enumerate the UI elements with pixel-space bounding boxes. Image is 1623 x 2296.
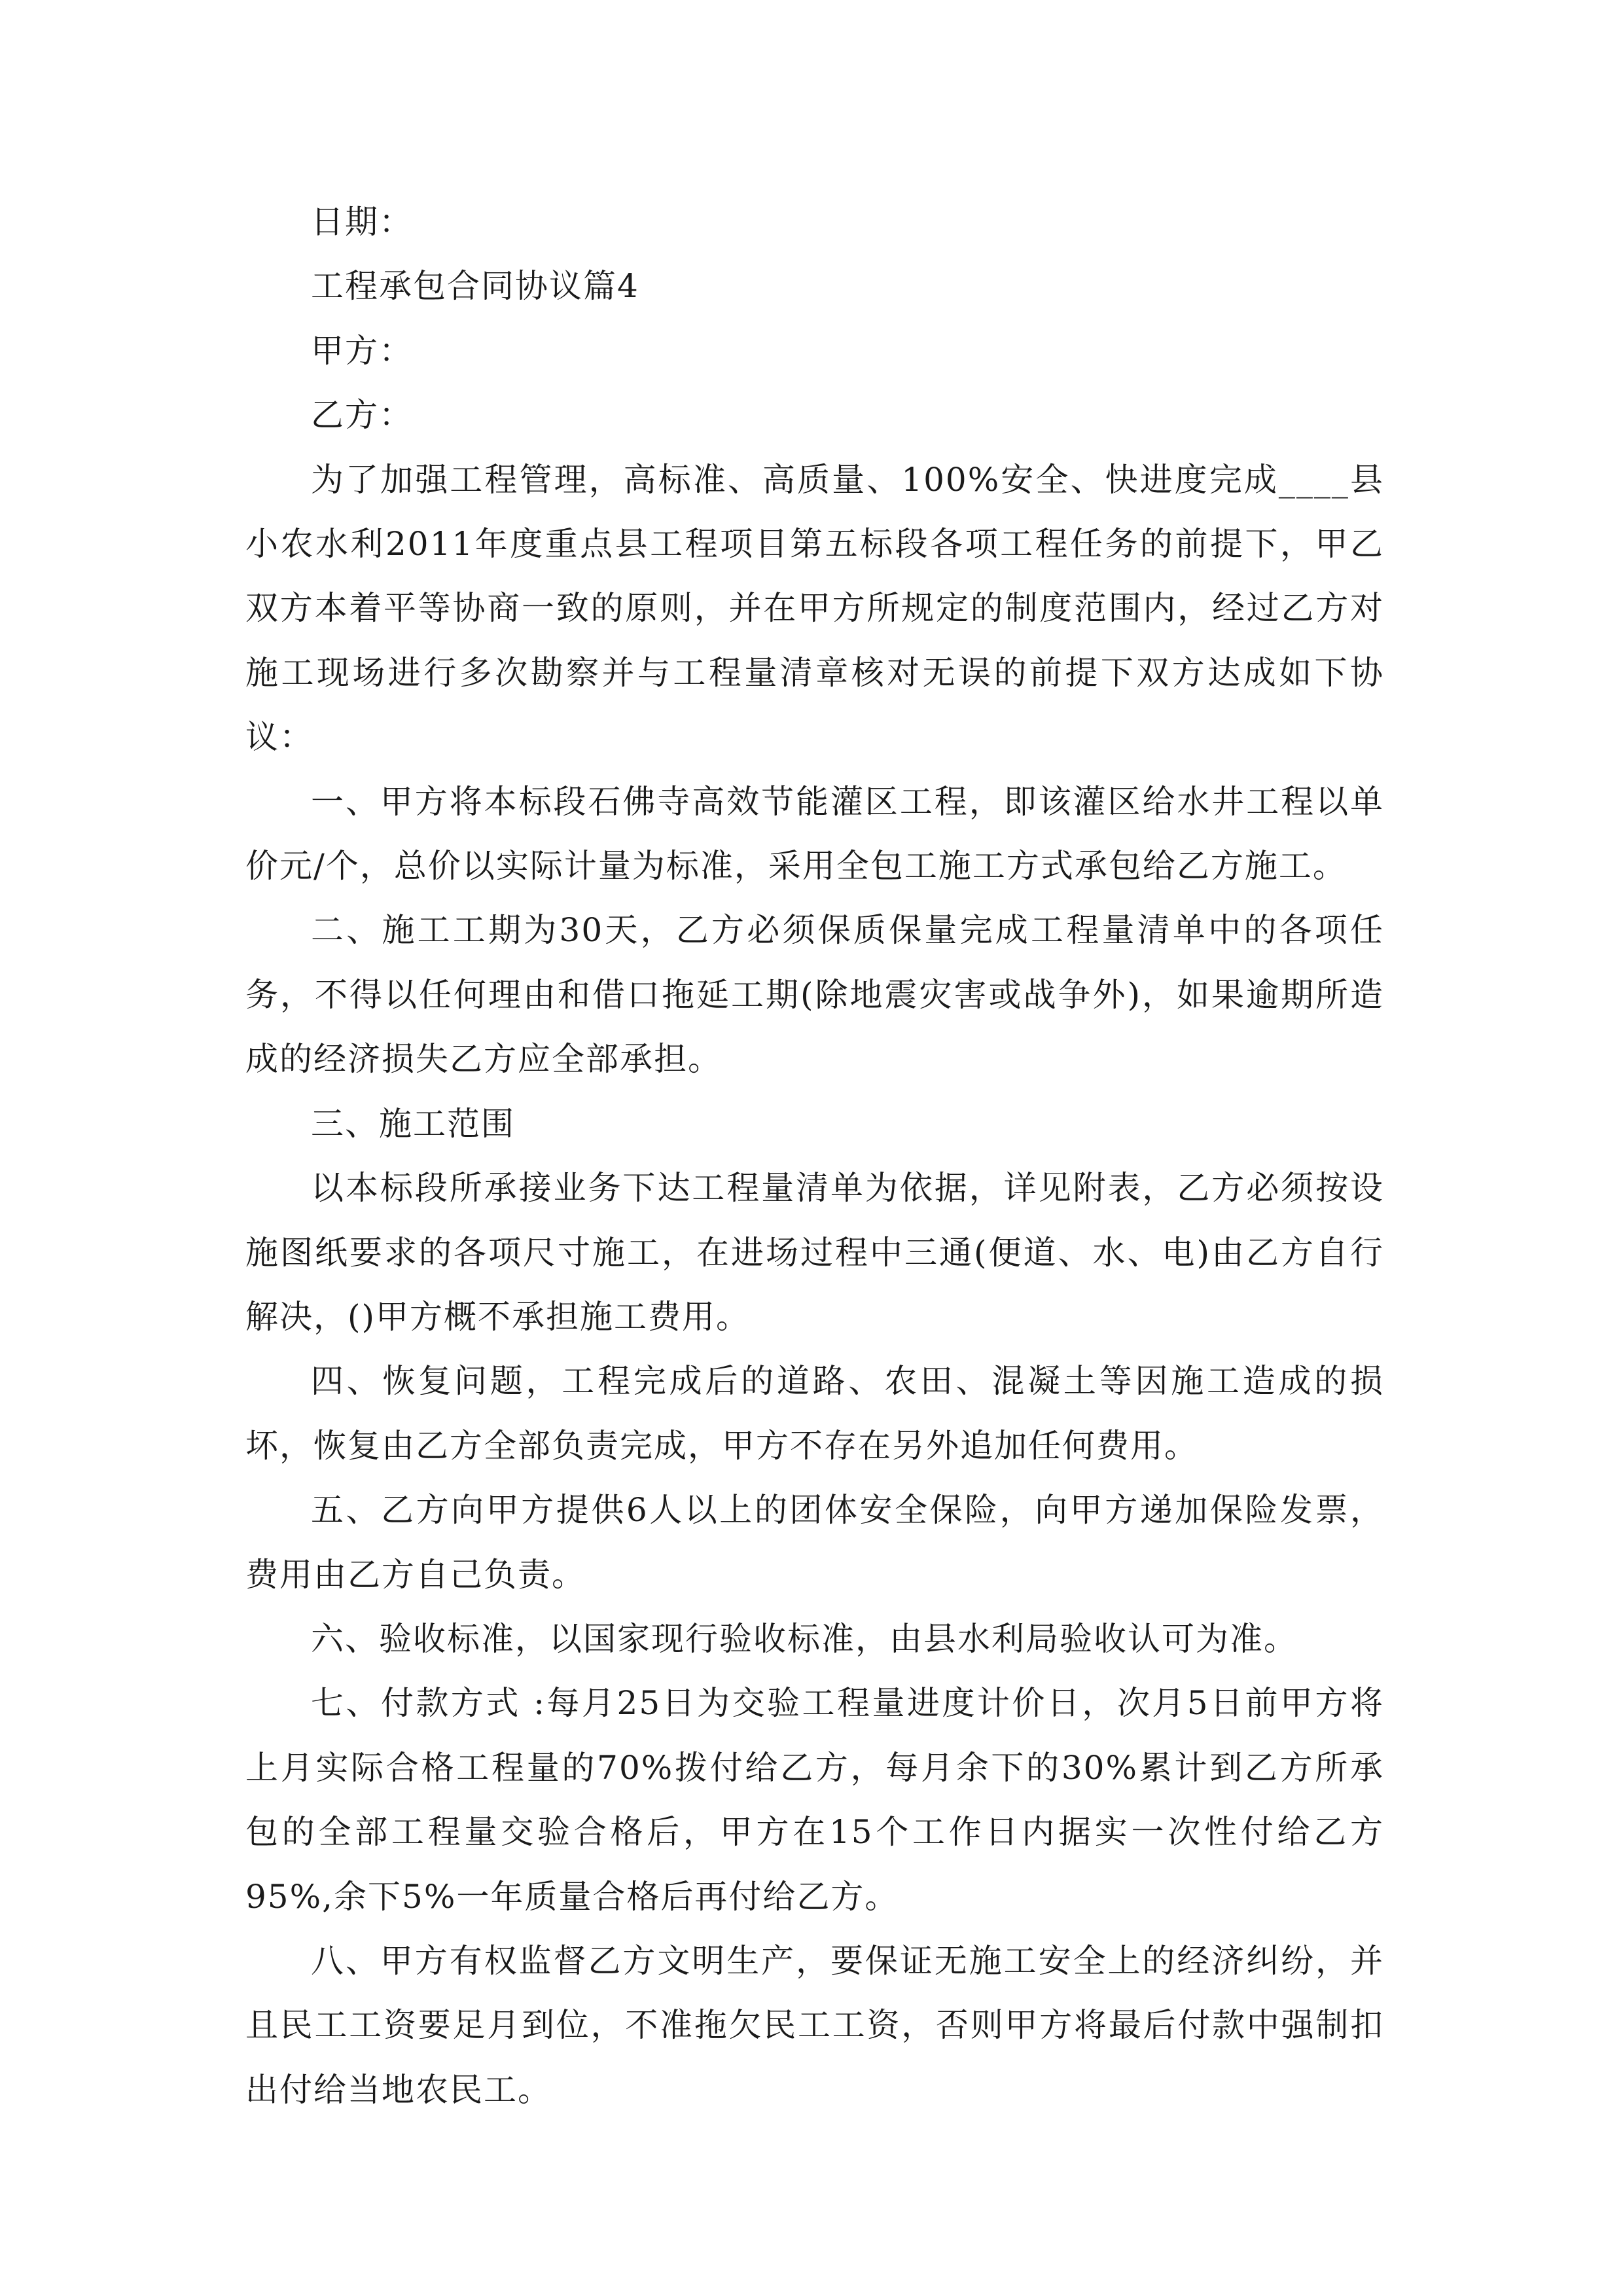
clause-2: 二、施工工期为30天，乙方必须保质保量完成工程量清单中的各项任务，不得以任何理由和借口拖延工期(除地震灾害或战争外)，如果逾期所造成的经济损失乙方应全部承担。: [245, 911, 1384, 1079]
clause-1: 一、甲方将本标段石佛寺高效节能灌区工程，即该灌区给水井工程以单价元/个，总价以实际计量为标准，采用全包工施工方式承包给乙方施工。: [245, 782, 1384, 886]
clause-3-body: 以本标段所承接业务下达工程量清单为依据，详见附表，乙方必须按设施图纸要求的各项尺寸施工，在进场过程中三通(便道、水、电)由乙方自行解决，()甲方概不承担施工费用。: [245, 1169, 1384, 1336]
preamble-paragraph: 为了加强工程管理，高标准、高质量、100%安全、快进度完成____县小农水利2011年度重点县工程项目第五标段各项工程任务的前提下，甲乙双方本着平等协商一致的原则，并在甲方所规定的制度范围内，经过乙方对施工现场进行多次勘察并与工程量清章核对无误的前提下双方达成如下协议：: [245, 460, 1384, 757]
clause-5: 五、乙方向甲方提供6人以上的团体安全保险，向甲方递加保险发票，费用由乙方自己负责。: [245, 1491, 1384, 1594]
clause-3-heading: 三、施工范围: [311, 1104, 515, 1143]
clause-4: 四、恢复问题，工程完成后的道路、农田、混凝土等因施工造成的损坏，恢复由乙方全部负责完成，甲方不存在另外追加任何费用。: [245, 1362, 1384, 1465]
document-body: [245, 190, 1384, 2122]
section-title: 工程承包合同协议篇4: [311, 267, 639, 306]
party-b-line: 乙方：: [311, 396, 413, 435]
date-line: 日期：: [311, 203, 413, 241]
clause-7: 七、付款方式 :每月25日为交验工程量进度计价日，次月5日前甲方将上月实际合格工程量的70%拨付给乙方，每月余下的30%累计到乙方所承包的全部工程量交验合格后，甲方在15个工作日内据实一次性付给乙方95%,余下5%一年质量合格后再付给乙方。: [245, 1684, 1384, 1916]
party-a-line: 甲方：: [311, 331, 413, 370]
clause-8: 八、甲方有权监督乙方文明生产，要保证无施工安全上的经济纠纷，并且民工工资要足月到位，不准拖欠民工工资，否则甲方将最后付款中强制扣出付给当地农民工。: [245, 1941, 1384, 2109]
clause-6: 六、验收标准，以国家现行验收标准，由县水利局验收认可为准。: [311, 1619, 1298, 1658]
